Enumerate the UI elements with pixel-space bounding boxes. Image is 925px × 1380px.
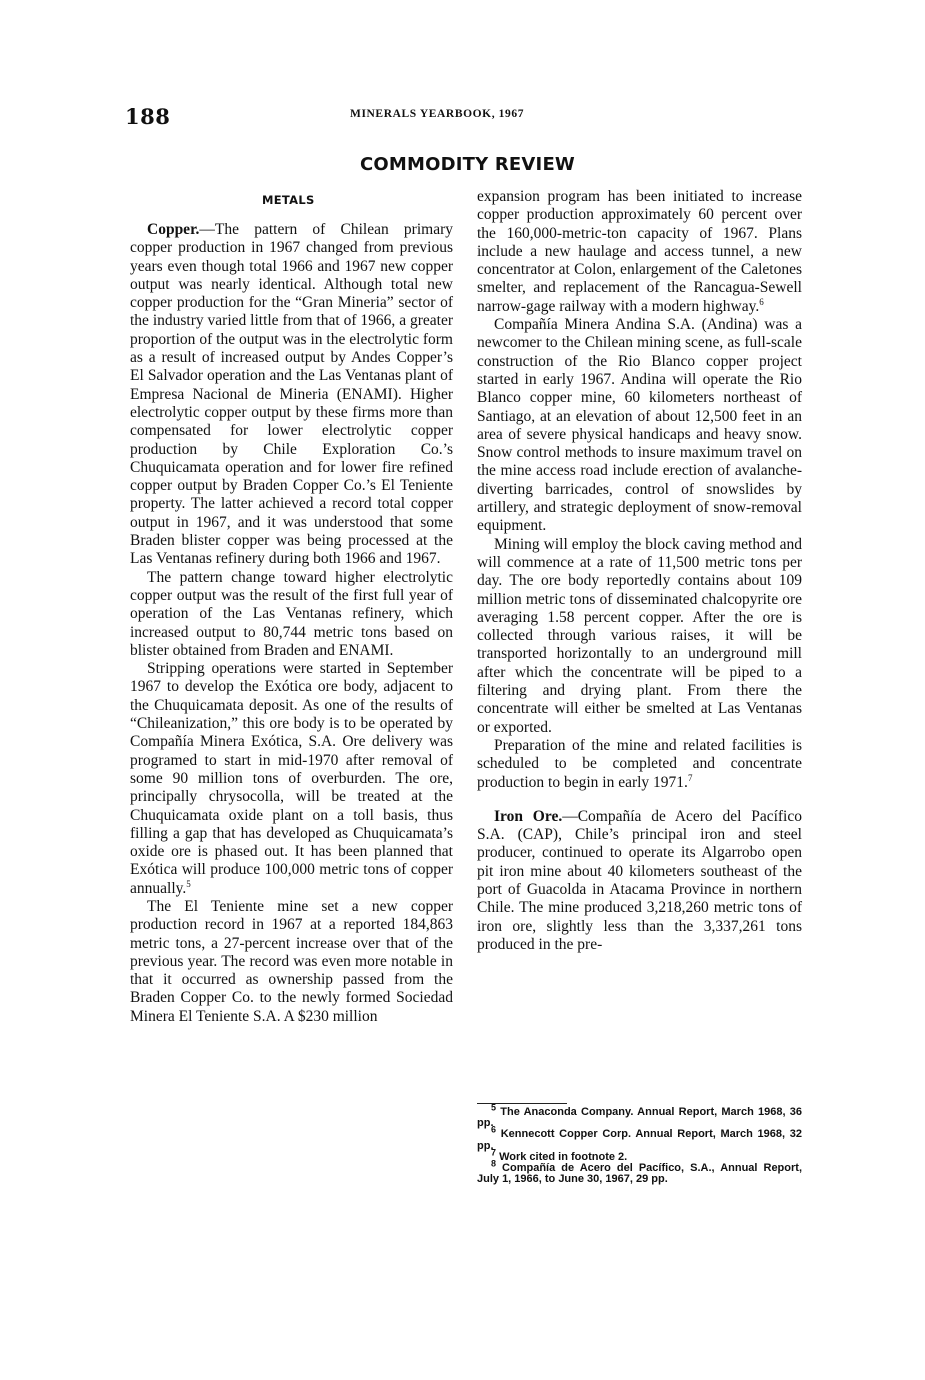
footnote-number: 6	[491, 1124, 497, 1135]
paragraph-andina: Compañía Minera Andina S.A. (Andina) was a newcomer to the Chilean mining scene, as full-scale construction of the Rio Blanco copper project started in early 1967. Andina will operate the Rio Blanco copper mine, 60 kilometers northeast of Santiago, at an elevation of about 12,500 feet in an area of severe physical handicaps and heavy snow. Snow control methods to insure maximum travel on the mine access road include erection of avalanche-diverting barricades, control of snowslides by artillery, and strategic deployment of snow-removal equipment.	[477, 316, 802, 535]
paragraph-text: expansion program has been initiated to increase copper production approximately 60 percent over the 160,000-metric-ton capacity of 1967. Plans include a new haulage and access tunnel, a new concentrator at Colon, enlargement of the Caletones smelter, and replacement of the Rancagua-Sewell narrow-gage railway with a modern highway.	[477, 188, 802, 315]
footnote-text: The Anaconda Company. Annual Report, March 1968, 36 pp.	[477, 1106, 802, 1130]
paragraph-gap	[477, 792, 802, 808]
paragraph-text: Stripping operations were started in September 1967 to develop the Exótica ore body, adjacent to the Chuquicamata deposit. As one of the results of “Chileanization,” this ore body is to be operated by Compañía Minera Exótica, S.A. Ore delivery was programed to start in mid-1970 after removal of some 90 million tons of overburden. The ore, principally chrysocolla, will be treated at the Chuquicamata oxide plant on a toll basis, thus filling a gap that has developed as Chuquicamata’s oxide ore is phased out. It has been planned that Exótica will produce 100,000 metric tons of copper annually.	[130, 660, 453, 897]
page-number: 188	[125, 104, 171, 129]
right-column	[477, 188, 802, 954]
paragraph-exotica	[130, 660, 453, 898]
footnote	[477, 1102, 802, 1130]
run-in-heading-copper: Copper.	[147, 221, 200, 238]
paragraph-text: —The pattern of Chilean primary copper production in 1967 changed from previous years even though total 1966 and 1967 new copper output was nearly identical. Although total new copper production for the “Gran Mineria” sector of the industry varied little from that of 1966, a greater proportion of the output was in the electrolytic form as a result of increased output by Andes Copper’s El Salvador operation and the Las Ventanas plant of Empresa Nacional de Mineria (ENAMI). Higher electrolytic copper output by these firms more than compensated for lower electrolytic copper production by Chile Exploration Co.’s Chuquicamata operation and for lower fire refined copper output by Braden Copper Co.’s El Teniente property. The latter achieved a record total copper output in 1967, and it was understood that some Braden blister copper was being processed at the Las Ventanas refinery during both 1966 and 1967.	[130, 221, 453, 568]
paragraph-mining-method: Mining will employ the block caving method and will commence at a rate of 11,500 metric tons per day. The ore body reportedly contains about 109 million metric tons of disseminated chalcopyrite ore averaging 1.58 percent copper. After the ore is collected through various raises, it will be transported horizontally to an underground mill after which the concentrate will be piped to a filtering and drying plant. From there the concentrate will either be smelted at Las Ventanas or exported.	[477, 535, 802, 736]
paragraph-copper	[130, 221, 453, 569]
left-column	[130, 221, 453, 1026]
footnote-ref: 5	[186, 878, 191, 889]
footnote-number: 5	[491, 1102, 497, 1113]
footnote-text: Kennecott Copper Corp. Annual Report, March 1968, 32 pp.	[477, 1128, 802, 1152]
paragraph-text: Preparation of the mine and related facilities is scheduled to be completed and concentrate production to begin in early 1971.	[477, 736, 802, 791]
footnote	[477, 1158, 802, 1186]
paragraph-el-teniente: The El Teniente mine set a new copper production record in 1967 at a reported 184,863 metric tons, a 27-percent increase over that of the previous year. The record was even more notable in that it occurred as ownership passed from the Braden Copper Co. to the newly formed Sociedad Minera El Teniente S.A. A $230 million	[130, 897, 453, 1025]
paragraph-iron-ore	[477, 808, 802, 954]
paragraph-expansion	[477, 188, 802, 316]
footnote-number: 7	[491, 1147, 497, 1158]
footnote-text: Compañía de Acero del Pacífico, S.A., Annual Report, July 1, 1966, to June 30, 1967, 29 pp.	[477, 1162, 802, 1186]
run-in-heading-iron-ore: Iron Ore.	[494, 807, 563, 825]
footnote-ref: 6	[759, 296, 764, 307]
footnote-ref: 7	[687, 772, 693, 783]
footnotes	[477, 1102, 802, 1186]
paragraph-text: —Compañía de Acero del Pacífico S.A. (CAP), Chile’s principal iron and steel producer, continued to operate its Algarrobo open pit iron mine about 40 kilometers southeast of the port of Guacolda in Atacama Province in northern Chile. The mine produced 3,218,260 metric tons of iron ore, slightly less than the 3,337,261 tons produced in the pre-	[477, 807, 802, 953]
section-title: COMMODITY REVIEW	[360, 154, 575, 175]
footnote-text: Work cited in footnote 2.	[499, 1150, 628, 1163]
footnote	[477, 1124, 802, 1152]
subsection-heading: METALS	[262, 193, 315, 207]
running-head: MINERALS YEARBOOK, 1967	[350, 108, 525, 120]
paragraph-pattern-change: The pattern change toward higher electrolytic copper output was the result of the first full year of operation of the Las Ventanas refinery, which increased output to 80,744 metric tons based on blister obtained from Braden and ENAMI.	[130, 568, 453, 659]
footnote-number: 8	[491, 1158, 497, 1169]
paragraph-preparation	[477, 737, 802, 792]
